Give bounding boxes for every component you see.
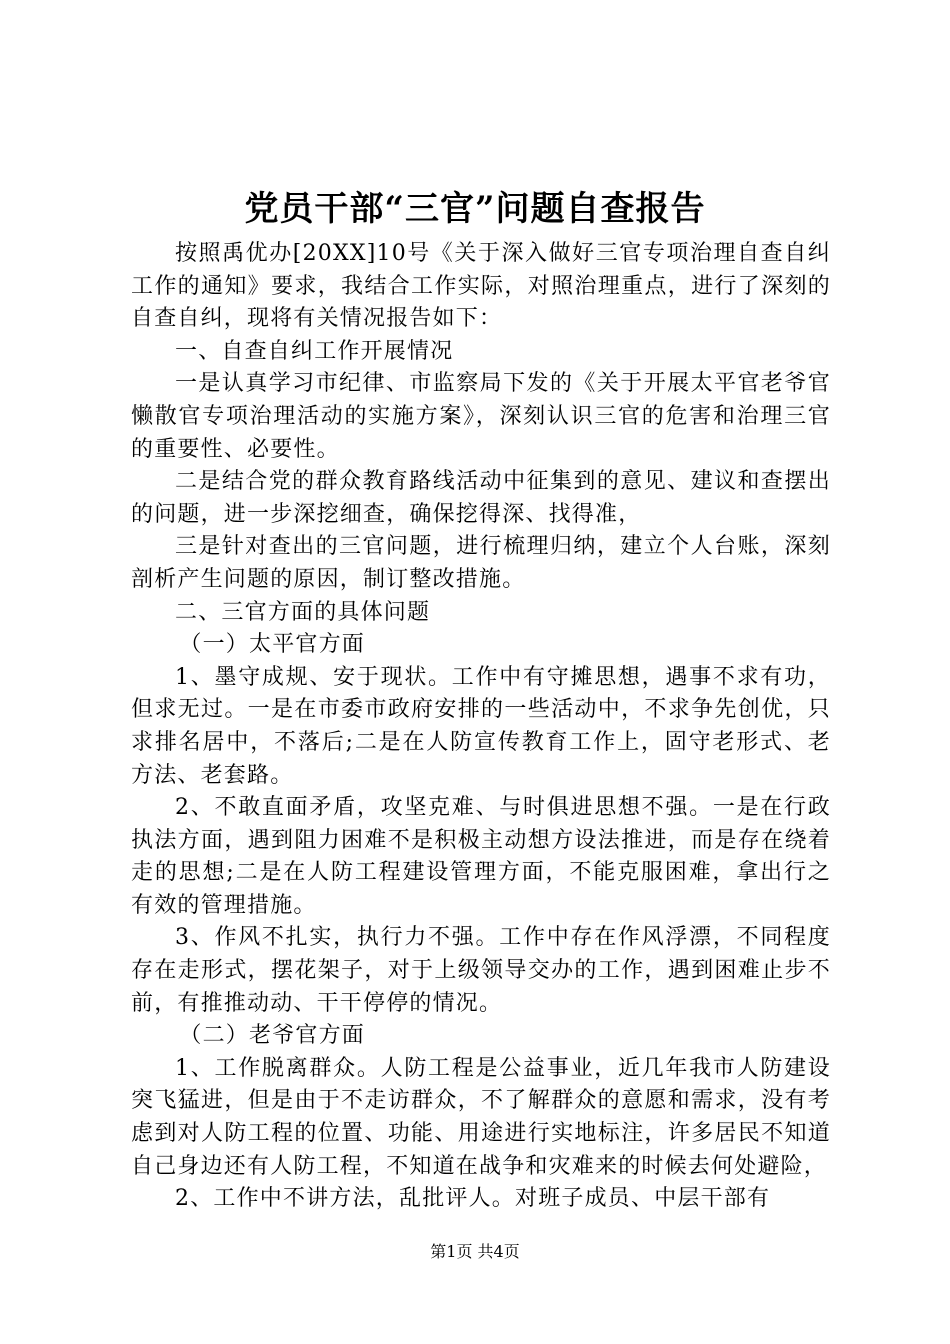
document-body bbox=[131, 238, 831, 1216]
section-heading-1: 一、自查自纠工作开展情况 bbox=[175, 338, 454, 364]
paragraph: 二是结合党的群众教育路线活动中征集到的意见、建议和查摆出的问题，进一步深挖细查，确保挖得深、找得准， bbox=[131, 469, 831, 527]
paragraph: 1、工作脱离群众。人防工程是公益事业，近几年我市人防建设突飞猛进，但是由于不走访群众，不了解群众的意愿和需求，没有考虑到对人防工程的位置、功能、用途进行实地标注，许多居民不知道自己身边还有人防工程，不知道在战争和灾难来的时候去何处避险， bbox=[131, 1055, 831, 1179]
section-heading-2: 二、三官方面的具体问题 bbox=[175, 599, 431, 625]
paragraph: 3、作风不扎实，执行力不强。工作中存在作风浮漂，不同程度存在走形式，摆花架子，对于上级领导交办的工作，遇到困难止步不前，有推推动动、干干停停的情况。 bbox=[131, 925, 831, 1016]
subsection-heading-1: （一）太平官方面 bbox=[179, 632, 365, 658]
document-title: 党员干部“三官”问题自查报告 bbox=[244, 189, 706, 229]
paragraph: 2、工作中不讲方法，乱批评人。对班子成员、中层干部有 bbox=[175, 1186, 771, 1212]
paragraph: 2、不敢直面矛盾，攻坚克难、与时俱进思想不强。一是在行政执法方面，遇到阻力困难不是积极主动想方设法推进，而是存在绕着走的思想;二是在人防工程建设管理方面，不能克服困难，拿出行之有效的管理措施。 bbox=[131, 795, 831, 918]
paragraph: 三是针对查出的三官问题，进行梳理归纳，建立个人台账，深刻剖析产生问题的原因，制订整改措施。 bbox=[131, 534, 831, 592]
page-number-footer: 第1页 共4页 bbox=[430, 1242, 520, 1261]
paragraph: 一是认真学习市纪律、市监察局下发的《关于开展太平官老爷官懒散官专项治理活动的实施方案》，深刻认识三官的危害和治理三官的重要性、必要性。 bbox=[131, 371, 831, 462]
subsection-heading-2: （二）老爷官方面 bbox=[179, 1023, 365, 1049]
paragraph: 1、墨守成规、安于现状。工作中有守摊思想，遇事不求有功，但求无过。一是在市委市政府安排的一些活动中，不求争先创优，只求排名居中，不落后;二是在人防宣传教育工作上，固守老形式、老方法、老套路。 bbox=[131, 664, 831, 788]
paragraph-intro: 按照禹优办[20XX]10号《关于深入做好三官专项治理自查自纠工作的通知》要求，我结合工作实际，对照治理重点，进行了深刻的自查自纠，现将有关情况报告如下： bbox=[131, 241, 831, 332]
